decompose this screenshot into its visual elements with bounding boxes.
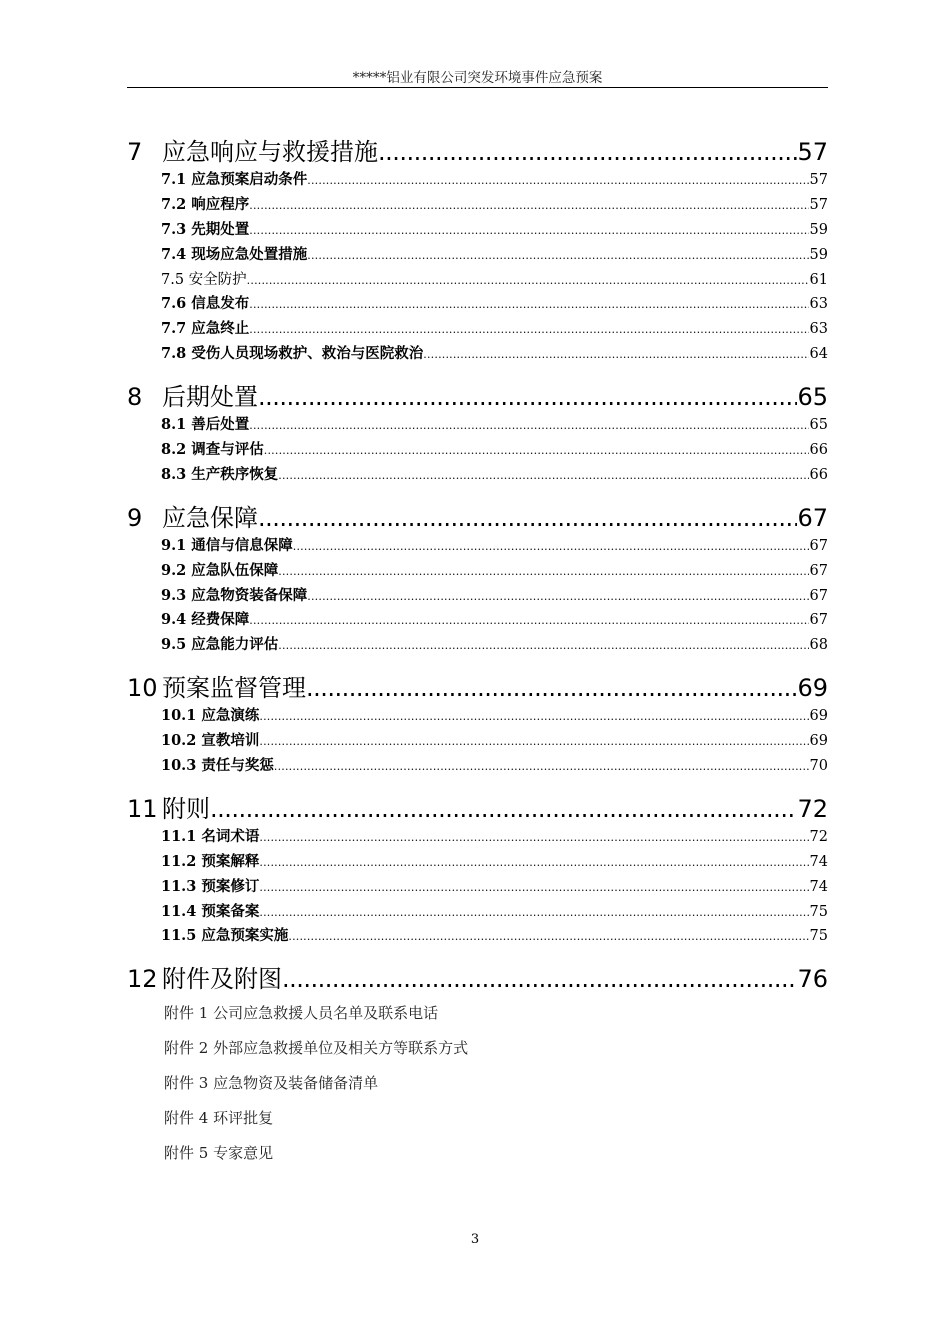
section-page-number: 59 [809,221,828,238]
chapter-title: 应急响应与救援措施 [162,138,378,166]
section-page-number: 57 [809,172,828,188]
toc-section-entry[interactable] [127,168,828,193]
dot-leader [274,760,809,773]
section-page-number: 72 [809,828,828,845]
toc-section-entry[interactable] [127,704,828,729]
appendix-item[interactable]: 附件 3 应急物资及装备储备清单 [164,1074,379,1093]
toc-section-entry[interactable] [127,825,828,850]
dot-leader [278,469,808,482]
section-page-number: 74 [809,878,828,895]
header-divider [127,87,828,88]
chapter-page-number: 57 [797,138,828,166]
section-title: 9.4 经费保障 [161,611,250,629]
toc-section-entry[interactable] [127,317,828,342]
section-title: 7.1 应急预案启动条件 [161,171,308,188]
section-title: 11.5 应急预案实施 [161,927,289,945]
toc-section-entry[interactable] [127,193,828,218]
dot-leader [259,710,808,723]
chapter-number: 9 [127,503,143,532]
section-title: 11.4 预案备案 [161,902,260,920]
toc-chapter-entry[interactable] [127,132,828,168]
chapter-number: 10 [127,674,158,703]
chapter-title: 附则 [162,794,210,823]
section-title: 7.6 信息发布 [161,295,250,313]
dot-leader [249,298,808,311]
page-header-title: *****铝业有限公司突发环境事件应急预案 [352,70,603,86]
chapter-page-number: 65 [797,383,828,412]
dot-leader [423,348,808,361]
dot-leader [278,639,808,652]
section-page-number: 66 [809,466,828,483]
section-title: 8.3 生产秩序恢复 [161,465,279,483]
dot-leader [307,249,808,262]
section-title: 8.1 善后处置 [161,416,250,434]
chapter-number: 8 [127,383,143,412]
toc-section-entry[interactable] [127,534,828,559]
chapter-number: 11 [127,794,158,823]
section-page-number: 63 [809,296,828,313]
toc-chapter-entry[interactable] [127,789,828,825]
dot-leader [210,795,797,823]
chapter-title: 预案监督管理 [162,674,306,703]
dot-leader [249,614,808,627]
chapter-page-number: 76 [797,965,828,994]
toc-section-entry[interactable] [127,924,828,949]
toc-section-entry[interactable] [127,850,828,875]
appendix-item[interactable]: 附件 4 环评批复 [164,1109,274,1128]
section-page-number: 57 [809,196,828,213]
section-page-number: 65 [809,417,828,434]
section-title: 9.2 应急队伍保障 [161,561,279,579]
appendix-item[interactable]: 附件 2 外部应急救援单位及相关方等联系方式 [164,1039,469,1058]
section-page-number: 59 [809,246,828,263]
dot-leader [249,323,808,336]
section-title: 7.7 应急终止 [161,320,250,338]
table-of-contents [127,132,828,1171]
toc-section-entry[interactable] [127,413,828,438]
dot-leader [282,965,797,993]
dot-leader [288,930,808,943]
page-number: 3 [470,1232,480,1247]
section-page-number: 61 [809,271,828,288]
section-title: 9.5 应急能力评估 [161,636,279,654]
chapter-page-number: 67 [797,503,828,532]
dot-leader [259,831,808,844]
section-page-number: 67 [809,537,828,554]
dot-leader [249,224,808,237]
section-page-number: 67 [809,587,828,604]
section-page-number: 69 [809,733,828,750]
section-title: 11.2 预案解释 [161,852,260,870]
dot-leader [259,881,808,894]
section-title: 7.4 现场应急处置措施 [161,245,308,263]
toc-section-entry[interactable] [127,754,828,779]
section-page-number: 74 [809,853,828,870]
section-page-number: 75 [809,928,828,945]
toc-section-entry[interactable] [127,292,828,317]
chapter-title: 应急保障 [162,503,258,532]
section-page-number: 70 [809,758,828,775]
toc-section-entry[interactable] [127,608,828,633]
toc-chapter-entry[interactable] [127,668,828,704]
dot-leader [307,174,808,187]
chapter-page-number: 72 [797,794,828,823]
section-title: 7.5 安全防护 [161,271,247,288]
section-page-number: 67 [809,562,828,579]
toc-section-entry[interactable] [127,438,828,463]
chapter-title: 后期处置 [162,383,258,412]
toc-section-entry[interactable] [127,463,828,488]
section-title: 9.1 通信与信息保障 [161,536,293,554]
section-title: 10.1 应急演练 [161,707,260,725]
chapter-page-number: 69 [797,674,828,703]
dot-leader [306,674,797,702]
dot-leader [258,504,797,532]
toc-section-entry[interactable] [127,218,828,243]
section-title: 11.1 名词术语 [161,827,260,845]
section-title: 10.2 宣教培训 [161,732,260,750]
appendix-item[interactable]: 附件 5 专家意见 [164,1144,274,1163]
dot-leader [249,199,808,212]
toc-section-entry[interactable] [127,633,828,658]
section-page-number: 69 [809,708,828,725]
toc-section-entry[interactable] [127,900,828,925]
dot-leader [259,856,808,869]
dot-leader [258,383,797,411]
section-title: 7.3 先期处置 [161,220,250,238]
appendix-item[interactable]: 附件 1 公司应急救援人员名单及联系电话 [164,1004,439,1023]
chapter-title: 附件及附图 [162,965,282,994]
dot-leader [278,565,808,578]
section-title: 7.2 响应程序 [161,195,250,213]
dot-leader [378,138,797,166]
dot-leader [247,274,809,287]
toc-section-entry[interactable] [127,559,828,584]
toc-chapter-entry[interactable] [127,959,828,995]
toc-section-entry[interactable] [127,342,828,367]
toc-section-entry[interactable] [127,875,828,900]
section-title: 7.8 受伤人员现场救护、救治与医院救治 [161,345,424,363]
section-page-number: 64 [809,346,828,363]
section-title: 9.3 应急物资装备保障 [161,586,308,604]
toc-section-entry[interactable] [127,268,828,293]
dot-leader [264,444,809,457]
section-title: 10.3 责任与奖惩 [161,757,274,775]
dot-leader [259,735,808,748]
dot-leader [293,540,809,553]
toc-chapter-entry[interactable] [127,498,828,534]
chapter-number: 7 [127,138,143,166]
dot-leader [259,906,808,919]
toc-section-entry[interactable] [127,729,828,754]
toc-section-entry[interactable] [127,243,828,268]
section-title: 11.3 预案修订 [161,877,260,895]
dot-leader [249,419,808,432]
section-page-number: 63 [809,321,828,338]
section-page-number: 75 [809,903,828,920]
section-title: 8.2 调查与评估 [161,441,264,459]
section-page-number: 66 [809,442,828,459]
appendix-list [127,996,828,1171]
section-page-number: 67 [809,612,828,629]
toc-chapter-entry[interactable] [127,377,828,413]
dot-leader [307,590,808,603]
section-page-number: 68 [809,637,828,654]
chapter-number: 12 [127,965,158,994]
toc-section-entry[interactable] [127,584,828,609]
